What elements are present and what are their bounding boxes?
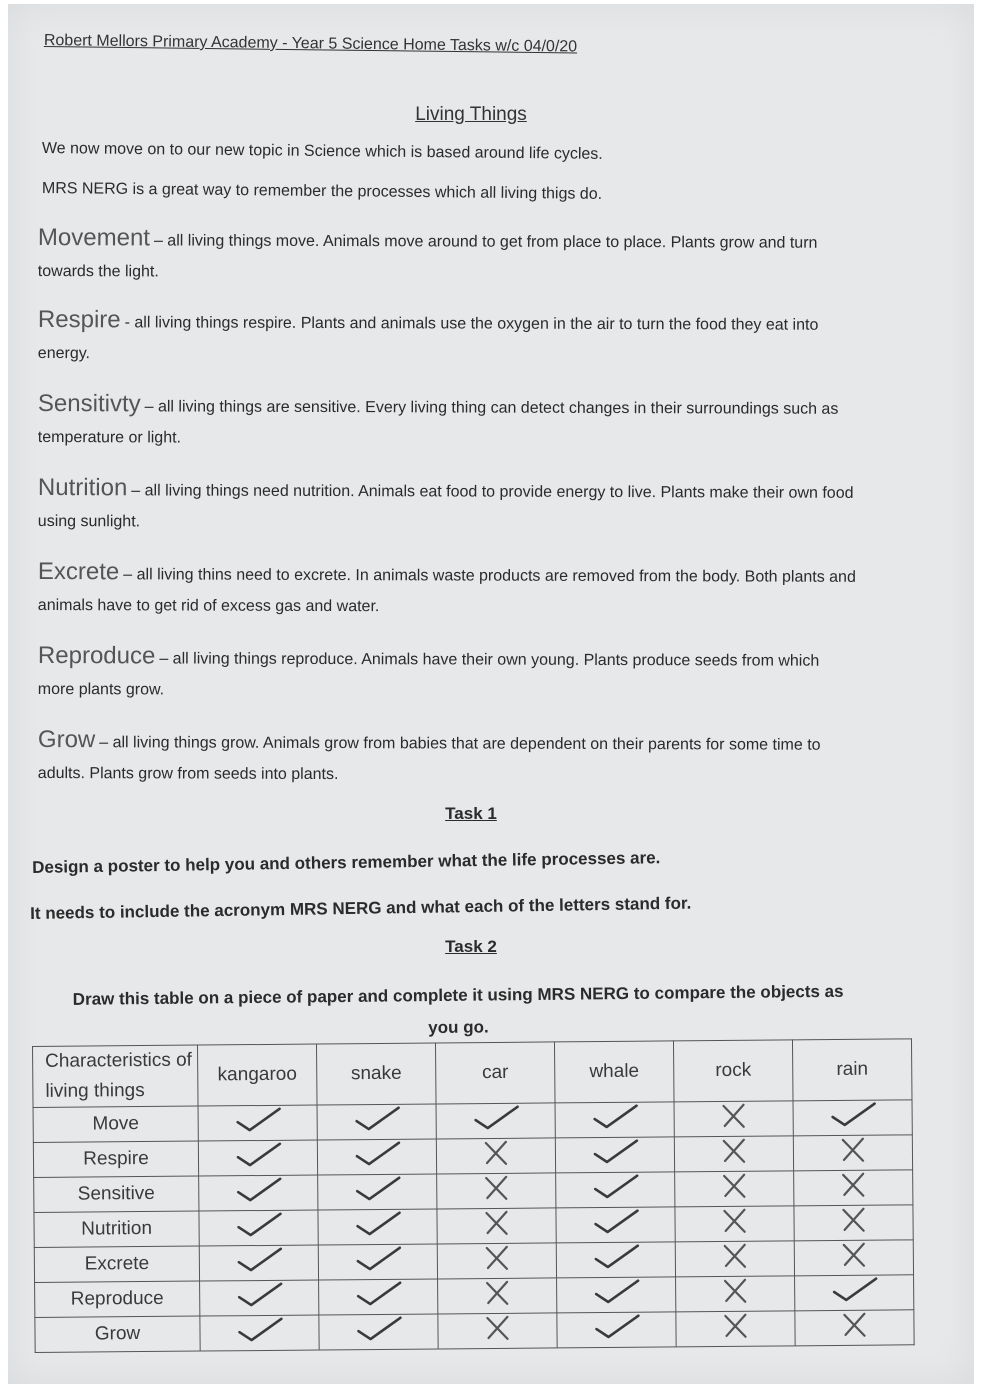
cross-mark-icon [467,1314,527,1343]
tick-mark-icon [585,1208,645,1237]
tick-mark-icon [348,1280,408,1309]
process-term: Movement [37,223,151,252]
process-term: Grow [37,726,96,754]
table-cell [318,1209,437,1245]
task2-instruction: Draw this table on a piece of paper and complete it using MRS NERG to compare the objects as you go. [72,981,844,1038]
cross-mark-icon [824,1311,884,1340]
table-cell [319,1314,438,1350]
process-description: – all living things reproduce. Animals have their own young. Plants produce seeds from which more plants grow. [37,650,820,699]
tick-mark-icon [348,1245,408,1274]
tick-mark-icon [229,1281,289,1310]
process-nutrition [38,472,858,540]
cross-mark-icon [705,1277,765,1306]
process-term: Reproduce [37,642,156,670]
table-cell [556,1172,675,1208]
process-term: Excrete [37,558,120,586]
table-cell [317,1139,436,1175]
process-term: Sensitivty [37,390,141,418]
tick-mark-icon [228,1176,288,1205]
cross-mark-icon [704,1172,764,1201]
table-cell [317,1104,436,1140]
table-row [35,1310,914,1353]
table-cell [555,1137,674,1173]
tick-mark-icon [586,1278,646,1307]
table-cell [795,1275,914,1311]
process-description: – all living thins need to excrete. In animals waste products are removed from the body. Both plants and animals have to get rid of excess gas and water. [37,566,856,616]
table-cell [795,1310,914,1346]
cross-mark-icon [466,1174,526,1203]
tick-mark-icon [228,1211,288,1240]
table-cell [675,1206,794,1242]
column-header: rain [792,1039,912,1101]
cross-mark-icon [705,1312,765,1341]
tick-mark-icon [824,1276,884,1305]
table-cell [556,1207,675,1243]
intro-line: We now move on to our new topic in Science which is based around life cycles. [41,140,603,163]
tick-mark-icon [348,1315,408,1344]
process-description: – all living things need nutrition. Animals eat food to provide energy to live. Plants make their own food using sunlight. [37,482,854,531]
table-cell [199,1175,318,1211]
row-label: Grow [35,1316,200,1352]
page-title: Living Things [415,104,527,125]
cross-mark-icon [704,1207,764,1236]
task1-line: Design a poster to help you and others remember what the life processes are. [32,848,661,877]
tick-mark-icon [823,1101,883,1130]
column-header: snake [316,1043,436,1105]
page-header: Robert Mellors Primary Academy - Year 5 Science Home Tasks w/c 04/0/20 [43,32,578,56]
worksheet-page [8,4,974,1384]
row-label: Sensitive [34,1176,199,1212]
cross-mark-icon [467,1279,527,1308]
process-term: Respire [37,306,121,334]
cross-mark-icon [824,1241,884,1270]
table-corner-label: Characteristics of living things [33,1045,199,1107]
table-cell [318,1174,437,1210]
table-cell [794,1205,913,1241]
table-cell [436,1103,555,1139]
process-excrete [38,556,858,624]
table-cell [557,1312,676,1348]
tick-mark-icon [347,1210,407,1239]
table-cell [676,1311,795,1347]
task2-heading: Task 2 [445,937,497,956]
process-respire [38,304,858,372]
table-cell [793,1135,912,1171]
table-cell [198,1140,317,1176]
column-header: rock [673,1040,793,1102]
table-cell [557,1277,676,1313]
process-description: – all living things are sensitive. Every living thing can detect changes in their surroundings such as temperature or light. [37,398,839,447]
task1-heading: Task 1 [445,804,497,823]
tick-mark-icon [586,1313,646,1342]
column-header: kangaroo [197,1044,317,1106]
table-cell [555,1102,674,1138]
cross-mark-icon [705,1242,765,1271]
cross-mark-icon [467,1244,527,1273]
process-sensitivity [38,388,858,456]
table-cell [674,1101,793,1137]
cross-mark-icon [823,1206,883,1235]
table-cell [438,1278,557,1314]
tick-mark-icon [585,1173,645,1202]
cross-mark-icon [466,1139,526,1168]
tick-mark-icon [228,1106,288,1135]
table-cell [674,1136,793,1172]
comparison-table [32,1038,915,1353]
process-description: – all living things grow. Animals grow from babies that are dependent on their parents for some time to adults. Plants grow from seeds into plants. [37,734,821,784]
cross-mark-icon [823,1136,883,1165]
table-cell [676,1276,795,1312]
tick-mark-icon [347,1140,407,1169]
table-cell [436,1138,555,1174]
column-header: whale [554,1041,674,1103]
table-cell [199,1210,318,1246]
row-label: Reproduce [35,1281,200,1317]
process-movement [38,222,858,290]
table-cell [200,1315,319,1351]
table-cell [437,1173,556,1209]
table-cell [200,1280,319,1316]
cross-mark-icon [704,1137,764,1166]
table-cell [318,1244,437,1280]
process-description: - all living things respire. Plants and animals use the oxygen in the air to turn the food they eat into energy. [37,314,819,363]
process-grow [38,724,858,792]
table-cell [675,1241,794,1277]
table-header-row [33,1039,912,1108]
tick-mark-icon [586,1243,646,1272]
tick-mark-icon [466,1104,526,1133]
tick-mark-icon [585,1138,645,1167]
table-cell [793,1100,912,1136]
tick-mark-icon [347,1175,407,1204]
table-cell [556,1242,675,1278]
table-cell [199,1245,318,1281]
row-label: Nutrition [34,1211,199,1247]
cross-mark-icon [823,1171,883,1200]
table-cell [437,1243,556,1279]
cross-mark-icon [704,1102,764,1131]
process-description: – all living things move. Animals move around to get from place to place. Plants grow and turn towards the light. [37,232,818,281]
intro-line: MRS NERG is a great way to remember the processes which all living thigs do. [41,180,603,203]
tick-mark-icon [347,1105,407,1134]
tick-mark-icon [228,1141,288,1170]
tick-mark-icon [585,1103,645,1132]
process-term: Nutrition [37,474,128,502]
table-cell [794,1240,913,1276]
table-cell [794,1170,913,1206]
row-label: Move [33,1106,198,1142]
column-header: car [435,1042,555,1104]
table-cell [319,1279,438,1315]
table-cell [438,1313,557,1349]
tick-mark-icon [229,1316,289,1345]
row-label: Respire [33,1141,198,1177]
table-cell [675,1171,794,1207]
cross-mark-icon [466,1209,526,1238]
tick-mark-icon [229,1246,289,1275]
row-label: Excrete [34,1246,199,1282]
process-reproduce [38,640,858,708]
table-cell [437,1208,556,1244]
table-cell [198,1105,317,1141]
task1-line: It needs to include the acronym MRS NERG and what each of the letters stand for. [30,893,692,923]
